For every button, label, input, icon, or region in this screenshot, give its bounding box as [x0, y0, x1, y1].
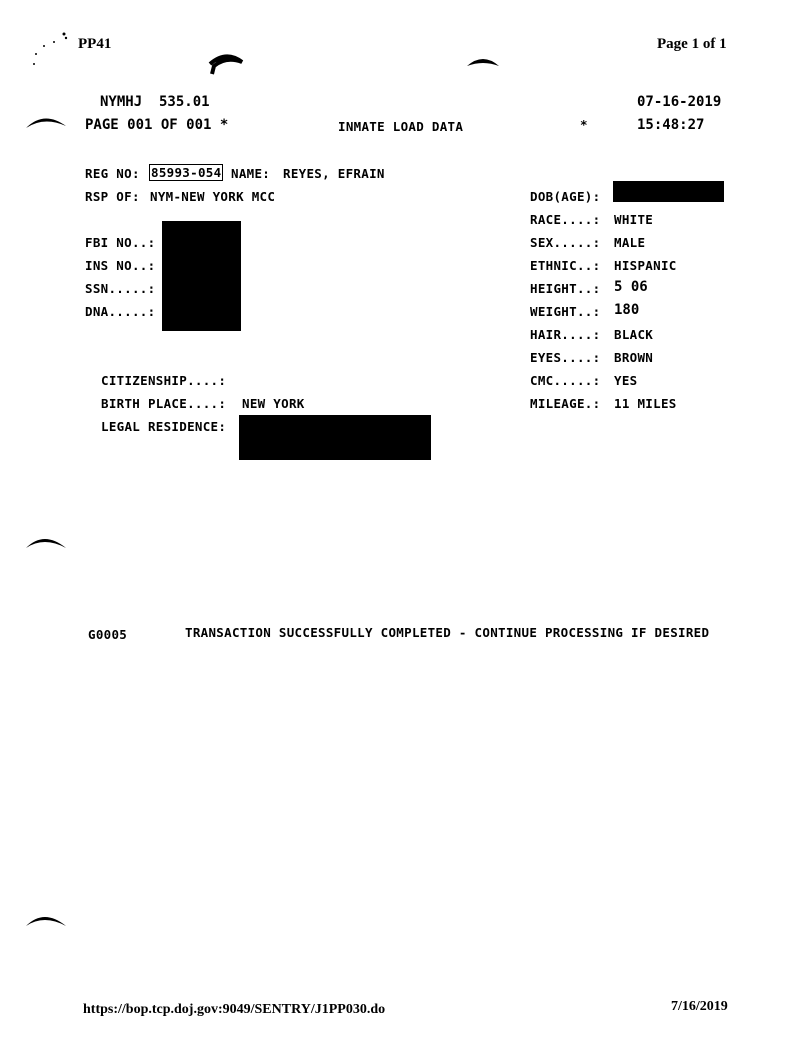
- system-code: NYMHJ 535.01: [100, 94, 210, 110]
- eyes-label: EYES....:: [530, 350, 601, 365]
- weight-label: WEIGHT..:: [530, 304, 601, 319]
- footer-url: https://bop.tcp.doj.gov:9049/SENTRY/J1PP030.do: [83, 1002, 386, 1017]
- birth-place-label: BIRTH PLACE....:: [101, 396, 227, 411]
- ins-no-label: INS NO..:: [85, 258, 156, 273]
- reg-no-label: REG NO:: [85, 166, 140, 181]
- status-message: TRANSACTION SUCCESSFULLY COMPLETED - CONTINUE PROCESSING IF DESIRED: [185, 625, 710, 640]
- page-count: Page 1 of 1: [657, 36, 727, 52]
- rsp-value: NYM-NEW YORK MCC: [150, 189, 276, 204]
- height-label: HEIGHT..:: [530, 281, 601, 296]
- footer-print-date: 7/16/2019: [671, 999, 728, 1014]
- redaction-legal-residence: [239, 415, 431, 460]
- name-value: REYES, EFRAIN: [283, 166, 385, 181]
- race-value: WHITE: [614, 212, 654, 227]
- cmc-value: YES: [614, 373, 638, 388]
- status-code: G0005: [88, 627, 128, 642]
- ssn-label: SSN.....:: [85, 281, 156, 296]
- report-title: INMATE LOAD DATA: [338, 119, 464, 134]
- mileage-value: 11 MILES: [614, 396, 677, 411]
- ethnic-label: ETHNIC..:: [530, 258, 601, 273]
- eyes-value: BROWN: [614, 350, 654, 365]
- mileage-label: MILEAGE.:: [530, 396, 601, 411]
- sex-value: MALE: [614, 235, 646, 250]
- hair-label: HAIR....:: [530, 327, 601, 342]
- redaction-id-numbers: [162, 221, 241, 331]
- punch-mark-left-upper: [24, 110, 68, 132]
- citizenship-label: CITIZENSHIP....:: [101, 373, 227, 388]
- punch-mark-top-right: [465, 52, 501, 72]
- birth-place-value: NEW YORK: [242, 396, 305, 411]
- hair-value: BLACK: [614, 327, 654, 342]
- weight-value: 180: [614, 302, 640, 318]
- dob-label: DOB(AGE):: [530, 189, 601, 204]
- scan-speck-mark: [28, 28, 72, 72]
- redaction-dob: [613, 181, 724, 202]
- cmc-label: CMC.....:: [530, 373, 601, 388]
- page-indicator: PAGE 001 OF 001 *: [85, 117, 229, 133]
- report-time: 15:48:27: [637, 117, 705, 133]
- ethnic-value: HISPANIC: [614, 258, 677, 273]
- form-code: PP41: [78, 36, 112, 52]
- punch-mark-left-lower: [24, 906, 68, 930]
- dna-label: DNA.....:: [85, 304, 156, 319]
- name-label: NAME:: [231, 166, 271, 181]
- reg-no-value: [150, 165, 222, 180]
- reg-no-box: 85993-054: [151, 165, 222, 180]
- fbi-no-label: FBI NO..:: [85, 235, 156, 250]
- height-value: 5 06: [614, 279, 648, 295]
- sex-label: SEX.....:: [530, 235, 601, 250]
- legal-residence-label: LEGAL RESIDENCE:: [101, 419, 227, 434]
- punch-mark-top-left: [208, 50, 244, 76]
- punch-mark-left-middle: [24, 528, 68, 552]
- header-asterisk: *: [580, 117, 588, 132]
- rsp-label: RSP OF:: [85, 189, 140, 204]
- race-label: RACE....:: [530, 212, 601, 227]
- report-date: 07-16-2019: [637, 94, 722, 110]
